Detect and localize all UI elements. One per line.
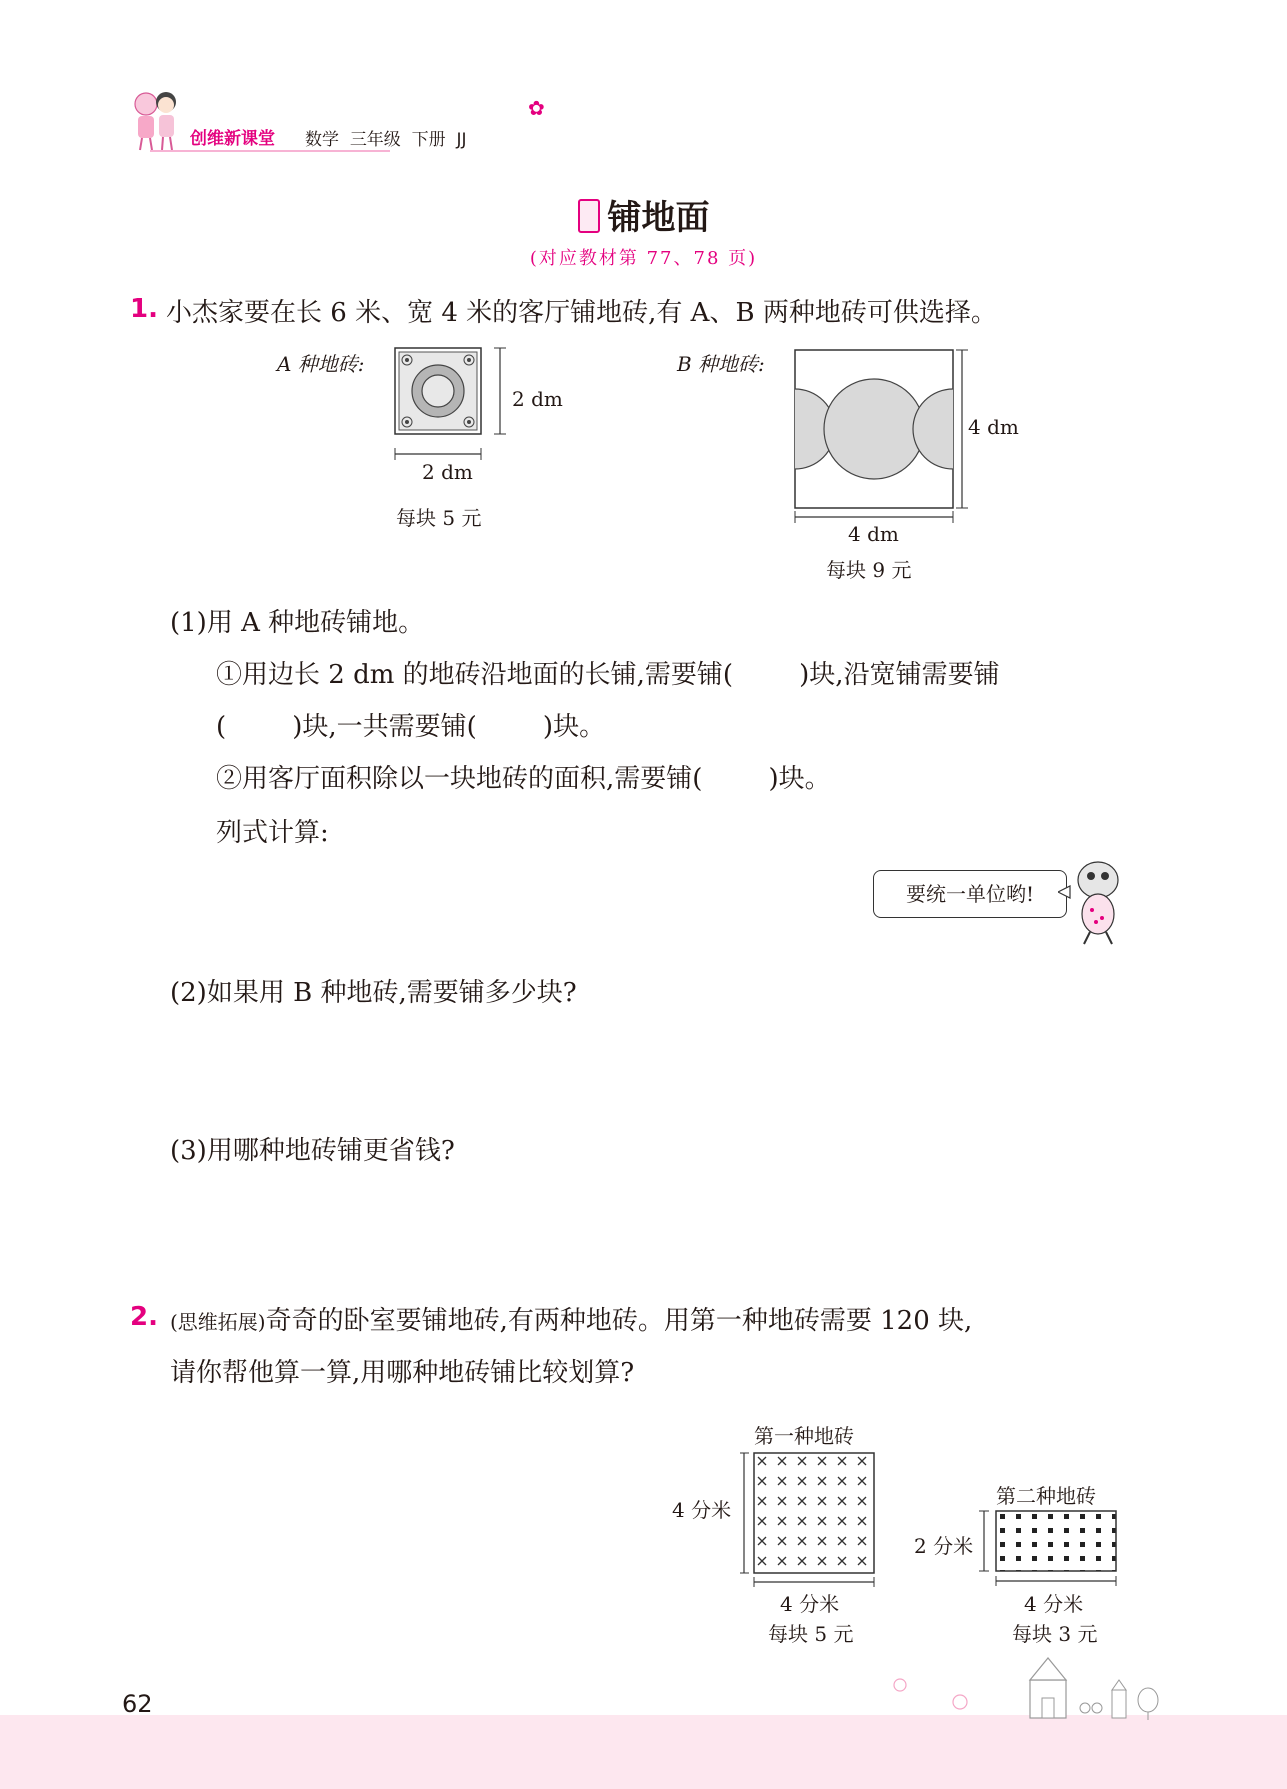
tile-b-bottom-label: 4 dm <box>848 522 899 546</box>
tile-b-label: B 种地砖: <box>677 352 765 376</box>
tile2-side-label: 2 分米 <box>914 1534 974 1558</box>
header-grade: 三年级 <box>349 130 401 150</box>
q1-number: 1. <box>130 294 158 324</box>
page-title: 铺地面 <box>0 190 1287 239</box>
q2-tag: (思维拓展) <box>170 1310 266 1334</box>
header-divider <box>150 150 390 152</box>
q1-part1-heading: (1)用 A 种地砖铺地。 <box>170 608 425 638</box>
tile1-price: 每块 5 元 <box>768 1622 854 1646</box>
q1-part1-line3: ②用客厅面积除以一块地砖的面积,需要铺( )块。 <box>216 764 831 794</box>
tile-b-price: 每块 9 元 <box>826 558 912 582</box>
tile-a-price: 每块 5 元 <box>396 506 482 530</box>
tile2-diagram <box>976 1505 1121 1590</box>
page-number: 62 <box>122 1690 153 1718</box>
header-subject: 数学 <box>305 130 339 150</box>
tile-a-bottom-label: 2 dm <box>422 460 473 484</box>
tile1-diagram <box>740 1445 880 1590</box>
hint-bubble: 要统一单位哟! <box>873 870 1067 918</box>
tile2-bottom-label: 4 分米 <box>1024 1592 1084 1616</box>
header-kids-illustration <box>128 88 186 154</box>
tile-b-side-label: 4 dm <box>968 415 1019 439</box>
q1-text: 小杰家要在长 6 米、宽 4 米的客厅铺地砖,有 A、B 两种地砖可供选择。 <box>166 298 997 328</box>
header-brand: 创维新课堂 <box>190 129 275 149</box>
mascot-illustration <box>1058 852 1128 948</box>
q2-number: 2. <box>130 1302 158 1332</box>
footer-band <box>0 1715 1287 1789</box>
q2-line1: (思维拓展)奇奇的卧室要铺地砖,有两种地砖。用第一种地砖需要 120 块, <box>170 1306 973 1336</box>
title-bookmark-icon <box>578 199 600 233</box>
flower-icon: ✿ <box>528 96 545 120</box>
tile-a-side-label: 2 dm <box>512 387 563 411</box>
tile2-price: 每块 3 元 <box>1012 1622 1098 1646</box>
q1-part1-line4: 列式计算: <box>216 818 329 848</box>
q1-part1-line1: ①用边长 2 dm 的地砖沿地面的长铺,需要铺( )块,沿宽铺需要铺 <box>216 660 1000 690</box>
q1-part1-line2: ( )块,一共需要铺( )块。 <box>216 712 606 742</box>
footer-castle-illustration <box>880 1650 1180 1720</box>
tile-a-label: A 种地砖: <box>277 352 365 376</box>
tile1-title: 第一种地砖 <box>754 1424 854 1448</box>
header-term: 下册 <box>411 130 446 150</box>
header-edition: JJ <box>456 130 467 150</box>
q2-line2: 请你帮他算一算,用哪种地砖铺比较划算? <box>170 1358 635 1388</box>
header-course <box>305 125 466 150</box>
q1-part3: (3)用哪种地砖铺更省钱? <box>170 1136 455 1166</box>
tile1-side-label: 4 分米 <box>672 1498 732 1522</box>
tile2-title: 第二种地砖 <box>996 1484 1096 1508</box>
page-subtitle: (对应教材第 77、78 页) <box>529 248 758 269</box>
q1-part2: (2)如果用 B 种地砖,需要铺多少块? <box>170 978 577 1008</box>
tile1-bottom-label: 4 分米 <box>780 1592 840 1616</box>
